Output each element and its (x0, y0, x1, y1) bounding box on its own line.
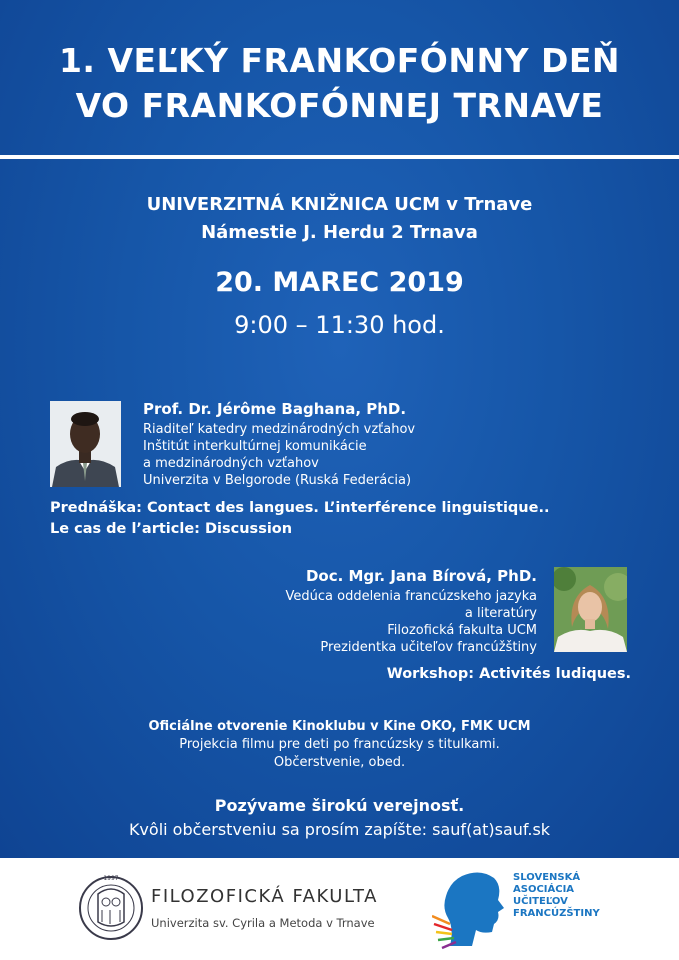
seal-year: 1997 (103, 875, 119, 882)
association-name (513, 872, 600, 920)
speaker-2-role-cont: a literatúry (464, 606, 537, 621)
program-line-2: Projekcia filmu pre deti po francúzsky s titulkami. (179, 737, 500, 752)
association-name-line-1: SLOVENSKÁ (513, 872, 581, 883)
speaker-2-president: Prezidentka učiteľov francúžštiny (320, 640, 537, 655)
speaker-1-institute: Inštitút interkultúrnej komunikácie (143, 439, 367, 454)
registration-note: Kvôli občerstveniu sa prosím zapíšte: sauf(at)sauf.sk (128, 820, 551, 839)
title-divider (0, 155, 679, 159)
venue-address: Námestie J. Herdu 2 Trnava (201, 222, 478, 243)
speaker-2-faculty: Filozofická fakulta UCM (387, 623, 537, 638)
speaker-1-institute-cont: a medzinárodných vzťahov (143, 456, 319, 471)
speaker-1-photo (50, 401, 121, 487)
speaker-2-photo (554, 567, 627, 652)
event-date: 20. MAREC 2019 (215, 267, 464, 298)
speaker-1-name: Prof. Dr. Jérôme Baghana, PhD. (143, 400, 407, 418)
speaker-1-university: Univerzita v Belgorode (Ruská Federácia) (143, 473, 412, 488)
association-name-line-2: ASOCIÁCIA (513, 884, 575, 895)
lecture-title (50, 498, 550, 540)
event-time: 9:00 – 11:30 hod. (234, 311, 445, 339)
association-name-line-3: UČITEĽOV (513, 896, 568, 907)
invitation-heading: Pozývame širokú verejnosť. (214, 796, 465, 815)
speaker-2-role: Vedúca oddelenia francúzskeho jazyka (285, 589, 537, 604)
speaker-2-name: Doc. Mgr. Jana Bírová, PhD. (305, 567, 537, 585)
lecture-title-line-2: Le cas de l’article: Discussion (50, 521, 293, 537)
program-info (0, 718, 679, 772)
speaker-1-info (143, 400, 415, 489)
event-title-line-2: VO FRANKOFÓNNEJ TRNAVE (75, 86, 604, 125)
faculty-name: FILOZOFICKÁ FAKULTA (151, 886, 378, 907)
speaker-2-info (286, 567, 538, 656)
association-head-logo-icon (432, 868, 512, 957)
event-title-line-1: 1. VEĽKÝ FRANKOFÓNNY DEŇ (58, 41, 621, 80)
lecture-title-line-1: Prednáška: Contact des langues. L’interférence linguistique.. (50, 500, 550, 516)
program-line-3: Občerstvenie, obed. (273, 755, 406, 770)
faculty-seal-icon (78, 870, 144, 950)
footer (0, 858, 679, 960)
venue-block (0, 191, 679, 247)
venue-name: UNIVERZITNÁ KNIŽNICA UCM v Trnave (146, 194, 533, 215)
program-line-1: Oficiálne otvorenie Kinoklubu v Kine OKO, FMK UCM (148, 719, 531, 734)
workshop-title: Workshop: Activités ludiques. (386, 666, 631, 682)
association-name-line-4: FRANCÚZŠTINY (513, 908, 600, 919)
faculty-university: Univerzita sv. Cyrila a Metoda v Trnave (151, 916, 375, 930)
speaker-1-role: Riaditeľ katedry medzinárodných vzťahov (143, 422, 416, 437)
